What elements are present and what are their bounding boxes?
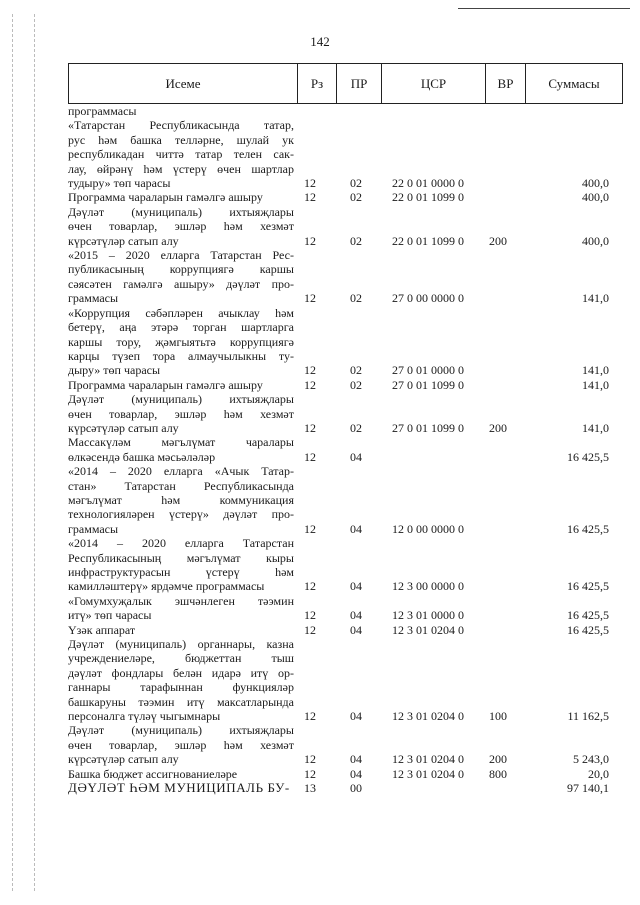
row-csr: 27 0 01 1099 0	[392, 420, 464, 435]
row-pr: 02	[350, 233, 362, 248]
row-name-line: Дәүләт (муниципаль) органнары, казна	[68, 637, 294, 652]
row-name	[68, 118, 296, 190]
row-rz: 12	[304, 233, 316, 248]
table-row	[68, 781, 623, 795]
row-name-line: Дәүләт (муниципаль) ихтыяҗлары	[68, 204, 294, 219]
row-csr: 27 0 00 0000 0	[392, 291, 464, 306]
row-name-line: «Гомумхуҗалык эшчәнлеген тәэмин	[68, 593, 294, 608]
row-name-line: Дәүләт (муниципаль) ихтыяҗлары	[68, 392, 294, 407]
table-row	[68, 306, 623, 378]
row-sum: 16 425,5	[567, 521, 609, 536]
row-csr: 27 0 01 1099 0	[392, 377, 464, 392]
row-name-line: Үзәк аппарат	[68, 622, 136, 637]
row-name-line: рус һәм башка телләрне, шулай ук	[68, 132, 294, 147]
row-rz: 12	[304, 709, 316, 724]
row-name-line: күрсәтүләр сатып алу	[68, 420, 179, 435]
row-sum: 16 425,5	[567, 622, 609, 637]
row-pr: 02	[350, 377, 362, 392]
row-pr: 02	[350, 420, 362, 435]
row-pr: 04	[350, 521, 362, 536]
row-name-line: дәүләт фондлары белән идарә итү ор-	[68, 665, 294, 680]
row-name-line: бетерү, аңа этәрә торган шартларга	[68, 320, 294, 335]
row-csr: 12 0 00 0000 0	[392, 521, 464, 536]
header-vr: ВР	[486, 64, 526, 103]
row-name-line: Программа чараларын гамәлгә ашыру	[68, 377, 263, 392]
row-name-line: каршы тору, җәмгыятьтә коррупциягә	[68, 334, 294, 349]
row-name-line: Дәүләт (муниципаль) ихтыяҗлары	[68, 723, 294, 738]
row-name-line: тудыру» төп чарасы	[68, 176, 171, 191]
row-name-line: публикасының коррупциягә каршы	[68, 262, 294, 277]
row-vr: 200	[489, 420, 507, 435]
row-name	[68, 306, 296, 378]
table-row	[68, 623, 623, 637]
row-name	[68, 637, 296, 723]
row-name	[68, 378, 296, 392]
header-sum: Суммасы	[548, 75, 600, 91]
row-rz: 12	[304, 176, 316, 191]
table-row	[68, 637, 623, 723]
row-rz: 12	[304, 766, 316, 781]
row-rz: 12	[304, 291, 316, 306]
row-name-line: өчен товарлар, эшләр һәм хезмәт	[68, 737, 294, 752]
row-pr: 04	[350, 579, 362, 594]
row-sum: 141,0	[582, 420, 609, 435]
table-row	[68, 392, 623, 435]
row-vr: 800	[489, 766, 507, 781]
table-row	[68, 464, 623, 536]
row-name	[68, 594, 296, 623]
row-csr: 27 0 01 0000 0	[392, 363, 464, 378]
row-name-line: технологияләрен үстерү» дәүләт про-	[68, 507, 294, 522]
row-sum: 16 425,5	[567, 449, 609, 464]
row-rz: 12	[304, 377, 316, 392]
row-name-line: стан» Татарстан Республикасында	[68, 478, 294, 493]
row-pr: 04	[350, 622, 362, 637]
top-rule	[458, 8, 630, 9]
table-row	[68, 205, 623, 248]
table-row	[68, 767, 623, 781]
table-row	[68, 536, 623, 594]
row-sum: 20,0	[588, 766, 609, 781]
row-name	[68, 536, 296, 594]
row-name-line: персоналга түләү чыгымнары	[68, 709, 221, 724]
table-row	[68, 378, 623, 392]
row-name	[68, 104, 296, 118]
row-name-line: «2014 – 2020 елларга «Ачык Татар-	[68, 464, 294, 479]
row-csr: 22 0 01 0000 0	[392, 176, 464, 191]
row-sum: 141,0	[582, 377, 609, 392]
table-row	[68, 104, 623, 118]
row-vr: 200	[489, 233, 507, 248]
header-name: Исеме	[69, 64, 298, 103]
row-vr: 100	[489, 709, 507, 724]
row-name-line: карцы түзеп тора алмаучылыкны ту-	[68, 348, 294, 363]
table-row	[68, 118, 623, 190]
row-name-line: «Коррупция сәбәпләрен ачыклау һәм	[68, 305, 294, 320]
row-name	[68, 435, 296, 464]
row-name-line: программасы	[68, 104, 137, 118]
row-name-line: күрсәтүләр сатып алу	[68, 233, 179, 248]
page-number: 142	[310, 34, 330, 49]
header-pr: ПР	[337, 64, 382, 103]
row-name-line: өчен товарлар, эшләр һәм хезмәт	[68, 219, 294, 234]
row-csr: 12 3 01 0204 0	[392, 752, 464, 767]
row-rz: 12	[304, 579, 316, 594]
row-pr: 04	[350, 449, 362, 464]
row-rz: 12	[304, 420, 316, 435]
row-sum: 97 140,1	[567, 781, 609, 796]
row-pr: 02	[350, 176, 362, 191]
row-csr: 22 0 01 1099 0	[392, 233, 464, 248]
table-row	[68, 594, 623, 623]
row-rz: 12	[304, 608, 316, 623]
row-sum: 400,0	[582, 233, 609, 248]
row-name	[68, 190, 296, 204]
row-name-line: учреждениеләре, бюджеттан тыш	[68, 651, 294, 666]
row-name-line: ДӘҮЛӘТ ҺӘМ МУНИЦИПАЛЬ БУ-	[68, 780, 290, 796]
row-name-line: Программа чараларын гамәлгә ашыру	[68, 190, 263, 205]
row-csr: 12 3 01 0204 0	[392, 766, 464, 781]
row-name-line: Республикасының мәгълүмат кыры	[68, 550, 294, 565]
row-name-line: өлкәсендә башка мәсьәләләр	[68, 449, 216, 464]
row-name	[68, 392, 296, 435]
table-body	[68, 104, 623, 796]
row-name-line: Массакүләм мәгълүмат чаралары	[68, 435, 294, 450]
table-row	[68, 723, 623, 766]
row-rz: 12	[304, 363, 316, 378]
row-pr: 04	[350, 752, 362, 767]
row-sum: 16 425,5	[567, 608, 609, 623]
row-name	[68, 464, 296, 536]
row-rz: 12	[304, 449, 316, 464]
row-pr: 02	[350, 190, 362, 205]
table-header	[68, 63, 623, 104]
row-csr: 22 0 01 1099 0	[392, 190, 464, 205]
row-name	[68, 248, 296, 306]
row-rz: 13	[304, 781, 316, 796]
row-sum: 400,0	[582, 176, 609, 191]
row-name-line: мәгълүмат һәм коммуникация	[68, 492, 294, 507]
row-name-line: «Татарстан Республикасында татар,	[68, 118, 294, 133]
row-sum: 16 425,5	[567, 579, 609, 594]
row-name-line: күрсәтүләр сатып алу	[68, 752, 179, 767]
header-rz: Рз	[298, 64, 337, 103]
row-sum: 141,0	[582, 363, 609, 378]
row-csr: 12 3 01 0204 0	[392, 622, 464, 637]
row-name-line: итү» төп чарасы	[68, 608, 152, 623]
row-sum: 11 162,5	[567, 709, 609, 724]
row-name-line: сәясәтен гамәлгә ашыру» дәүләт про-	[68, 276, 294, 291]
row-name-line: дыру» төп чарасы	[68, 363, 161, 378]
row-name	[68, 767, 296, 781]
row-sum: 5 243,0	[573, 752, 609, 767]
row-name-line: лау, өйрәнү һәм үстерү өчен шартлар	[68, 161, 294, 176]
row-pr: 04	[350, 766, 362, 781]
row-sum: 141,0	[582, 291, 609, 306]
table-row	[68, 435, 623, 464]
row-name	[68, 623, 296, 637]
row-csr: 12 3 01 0204 0	[392, 709, 464, 724]
row-name-line: ганнары тарафыннан функцияләр	[68, 680, 294, 695]
row-pr: 02	[350, 291, 362, 306]
row-name-line: «2015 – 2020 елларга Татарстан Рес-	[68, 248, 294, 263]
row-pr: 02	[350, 363, 362, 378]
row-csr: 12 3 00 0000 0	[392, 579, 464, 594]
row-name-line: республикадан читтә татар телен сак-	[68, 147, 294, 162]
row-name-line: өчен товарлар, эшләр һәм хезмәт	[68, 406, 294, 421]
row-pr: 04	[350, 709, 362, 724]
row-rz: 12	[304, 190, 316, 205]
row-name	[68, 205, 296, 248]
row-name-line: «2014 – 2020 елларга Татарстан	[68, 536, 294, 551]
row-name	[68, 781, 296, 795]
binding-margin-line	[34, 14, 35, 891]
row-name-line: камилләштерү» ярдәмче программасы	[68, 579, 265, 594]
row-pr: 04	[350, 608, 362, 623]
row-rz: 12	[304, 521, 316, 536]
binding-margin-line	[12, 14, 13, 891]
row-csr: 12 3 01 0000 0	[392, 608, 464, 623]
row-pr: 00	[350, 781, 362, 796]
row-name-line: Башка бюджет ассигнованиеләре	[68, 766, 238, 781]
table-row	[68, 248, 623, 306]
row-name-line: инфраструктурасын үстерү һәм	[68, 565, 294, 579]
row-name-line: башкаруны тәэмин итү максатларында	[68, 694, 294, 709]
row-vr: 200	[489, 752, 507, 767]
header-csr: ЦСР	[382, 64, 486, 103]
row-rz: 12	[304, 752, 316, 767]
row-rz: 12	[304, 622, 316, 637]
row-name	[68, 723, 296, 766]
row-name-line: граммасы	[68, 521, 119, 536]
row-sum: 400,0	[582, 190, 609, 205]
row-name-line: граммасы	[68, 291, 119, 306]
table-row	[68, 190, 623, 204]
